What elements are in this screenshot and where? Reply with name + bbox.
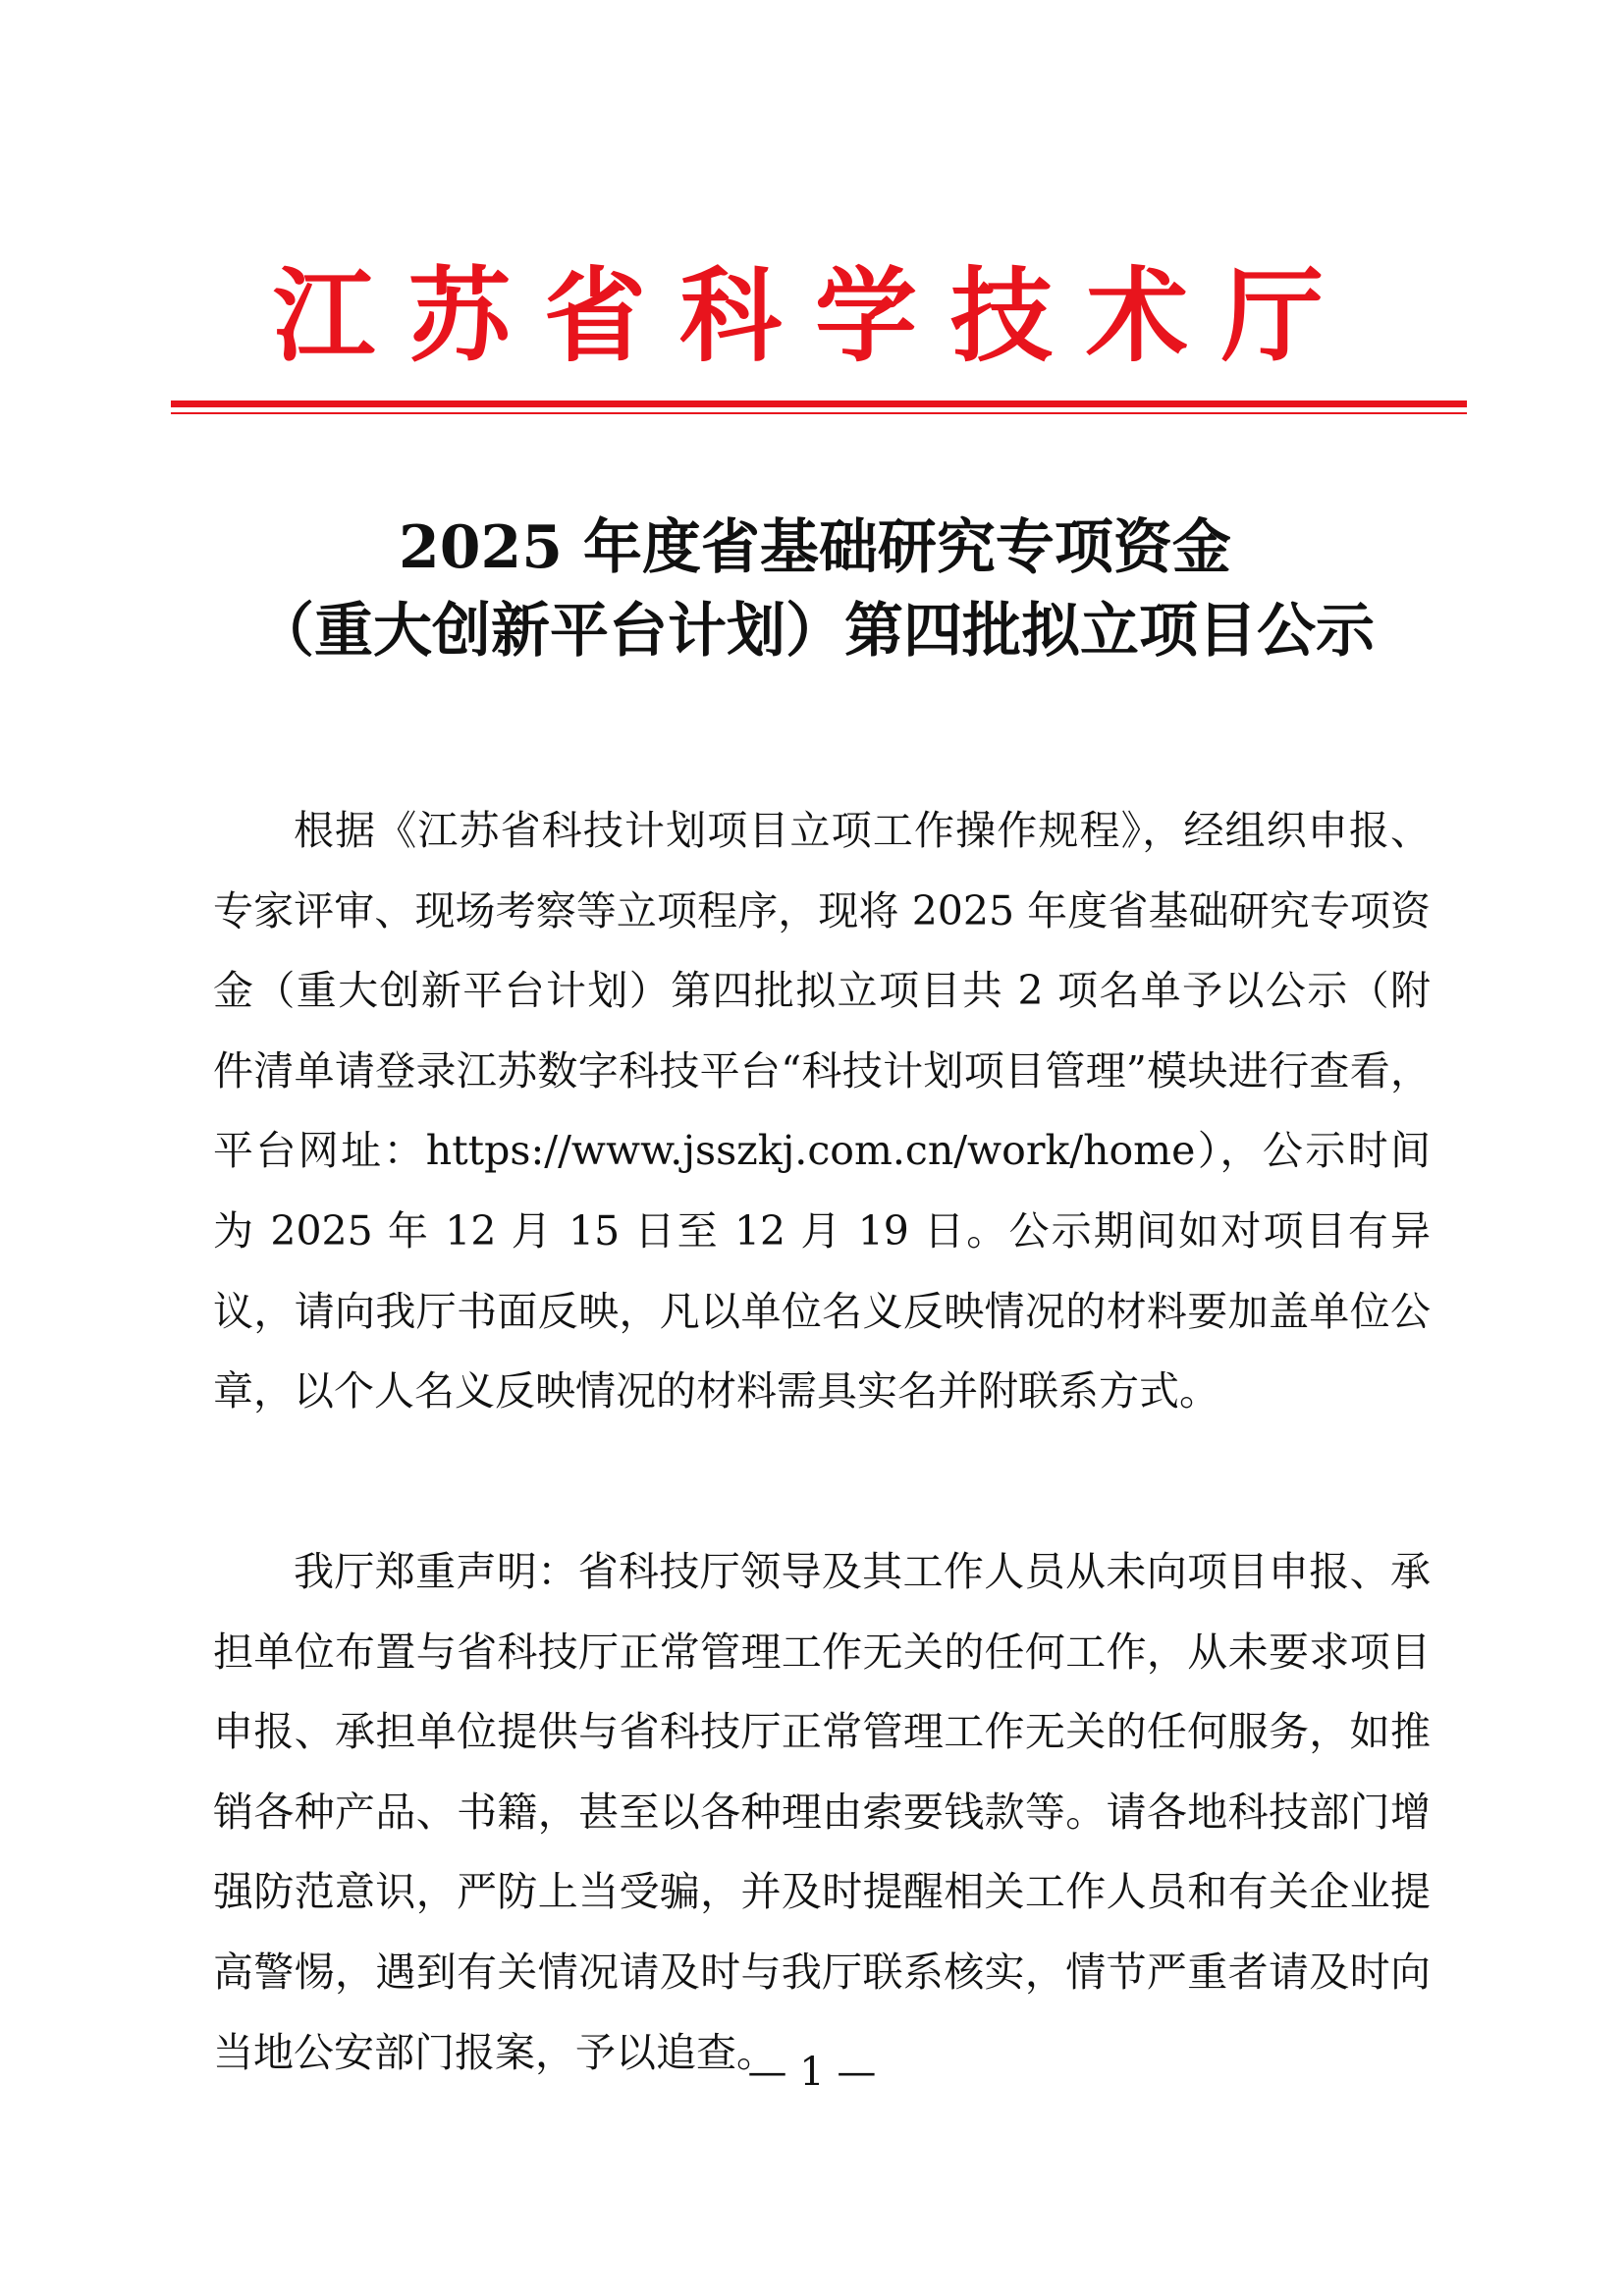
body-paragraph-announcement: 根据《江苏省科技计划项目立项工作操作规程》，经组织申报、专家评审、现场考察等立项程序，现将 2025 年度省基础研究专项资金（重大创新平台计划）第四批拟立项目共 2 项名单予以公示（附件清单请登录江苏数字科技平台“科技计划项目管理”模块进行查看，平台网址：https://www.jsszkj.com.cn/work/home），公示时间为 2025 年 12 月 15 日至 12 月 19 日。公示期间如对项目有异议，请向我厅书面反映，凡以单位名义反映情况的材料要加盖单位公章，以个人名义反映情况的材料需具实名并附联系方式。 — [213, 807, 1431, 1415]
letterhead-red-rule-thick — [171, 400, 1467, 407]
page-number: — 1 — — [747, 2050, 877, 2095]
body-paragraph-declaration: 我厅郑重声明：省科技厅领导及其工作人员从未向项目申报、承担单位布置与省科技厅正常管理工作无关的任何工作，从未要求项目申报、承担单位提供与省科技厅正常管理工作无关的任何服务，如推销各种产品、书籍，甚至以各种理由索要钱款等。请各地科技部门增强防范意识，严防上当受骗，并及时提醒相关工作人员和有关企业提高警惕，遇到有关情况请及时与我厅联系核实，情节严重者请及时向当地公安部门报案，予以追查。 — [213, 1548, 1431, 2076]
document-title-line-2: （重大创新平台计划）第四批拟立项目公示 — [255, 597, 1375, 666]
letterhead-title: 江苏省科学技术厅 — [272, 256, 1357, 376]
document-title-line-1: 2025 年度省基础研究专项资金 — [399, 513, 1231, 582]
letterhead-red-rule-thin — [171, 412, 1467, 414]
